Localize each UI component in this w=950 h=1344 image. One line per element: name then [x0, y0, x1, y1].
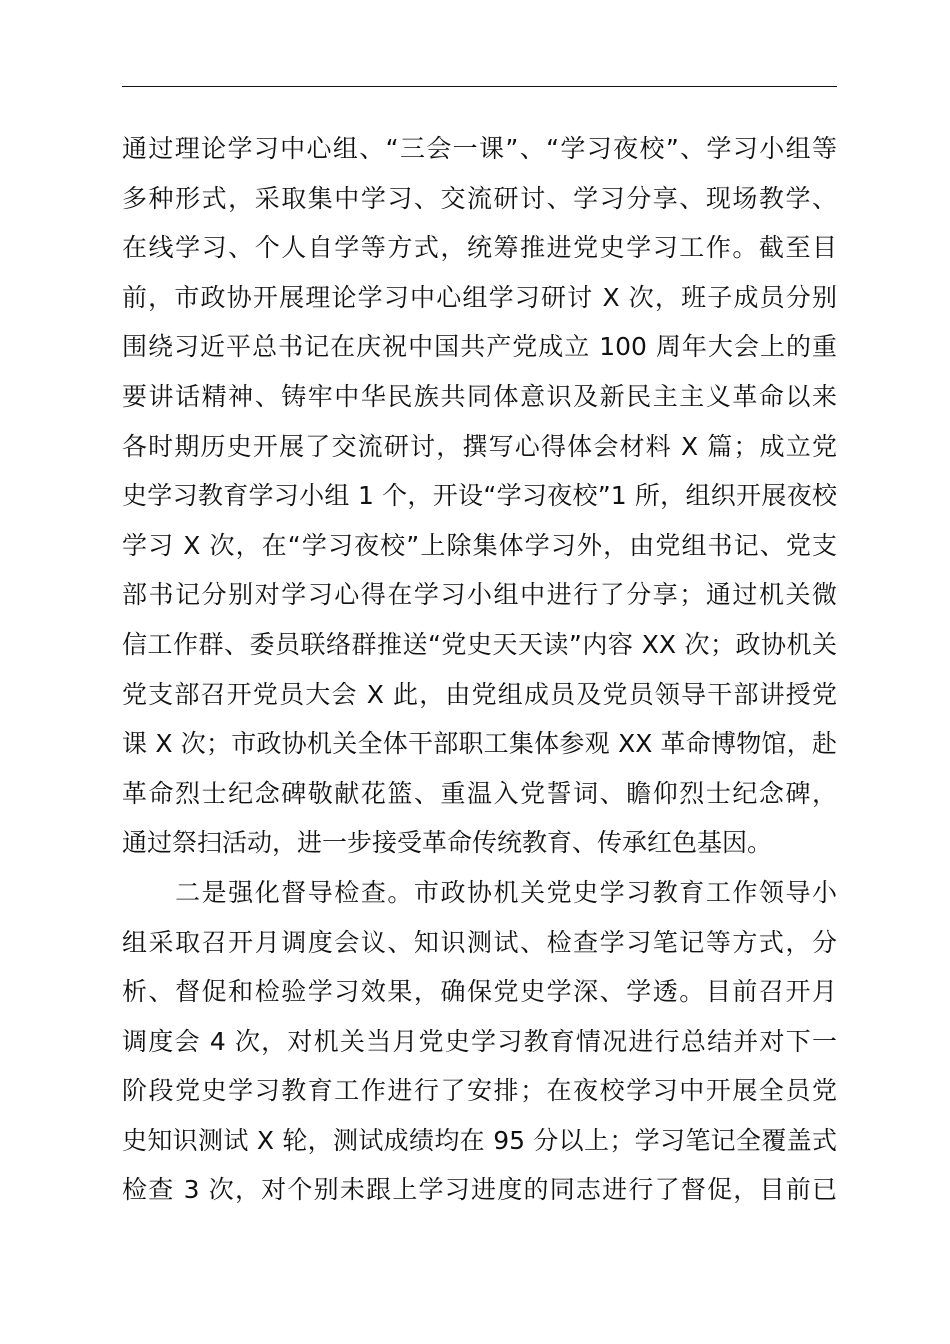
text-line: 组采取召开月调度会议、知识测试、检查学习笔记等方式，分 — [122, 927, 837, 957]
body-text — [122, 124, 837, 1215]
text-line: 各时期历史开展了交流研讨，撰写心得体会材料 X 篇；成立党 — [122, 431, 837, 461]
text-line: 在线学习、个人自学等方式，统筹推进党史学习工作。截至目 — [122, 233, 837, 263]
text-line: 要讲话精神、铸牢中华民族共同体意识及新民主主义革命以来 — [122, 381, 837, 411]
text-line: 调度会 4 次，对机关当月党史学习教育情况进行总结并对下一 — [122, 1026, 837, 1056]
text-line: 前，市政协开展理论学习中心组学习研讨 X 次，班子成员分别 — [122, 282, 837, 312]
text-line: 通过祭扫活动，进一步接受革命传统教育、传承红色基因。 — [122, 828, 773, 858]
text-line: 围绕习近平总书记在庆祝中国共产党成立 100 周年大会上的重 — [122, 332, 837, 362]
text-line: 阶段党史学习教育工作进行了安排；在夜校学习中开展全员党 — [122, 1076, 837, 1106]
header-rule — [122, 86, 837, 87]
text-line: 课 X 次；市政协机关全体干部职工集体参观 XX 革命博物馆，赴 — [122, 729, 837, 759]
text-line: 二是强化督导检查。市政协机关党史学习教育工作领导小 — [122, 877, 837, 907]
text-line: 史知识测试 X 轮，测试成绩均在 95 分以上；学习笔记全覆盖式 — [122, 1125, 837, 1155]
text-line: 通过理论学习中心组、“三会一课”、“学习夜校”、学习小组等 — [122, 134, 837, 163]
text-line: 史学习教育学习小组 1 个，开设“学习夜校”1 所，组织开展夜校 — [122, 481, 837, 511]
text-line: 革命烈士纪念碑敬献花篮、重温入党誓词、瞻仰烈士纪念碑， — [122, 778, 837, 808]
text-line: 检查 3 次，对个别未跟上学习进度的同志进行了督促，目前已 — [122, 1175, 837, 1205]
text-line: 信工作群、委员联络群推送“党史天天读”内容 XX 次；政协机关 — [122, 629, 837, 659]
text-line: 部书记分别对学习心得在学习小组中进行了分享；通过机关微 — [122, 580, 837, 610]
text-line: 多种形式，采取集中学习、交流研讨、学习分享、现场教学、 — [122, 183, 837, 213]
text-line: 学习 X 次，在“学习夜校”上除集体学习外，由党组书记、党支 — [122, 530, 837, 560]
text-line: 析、督促和检验学习效果，确保党史学深、学透。目前召开月 — [122, 977, 837, 1007]
text-line: 党支部召开党员大会 X 此，由党组成员及党员领导干部讲授党 — [122, 679, 837, 709]
